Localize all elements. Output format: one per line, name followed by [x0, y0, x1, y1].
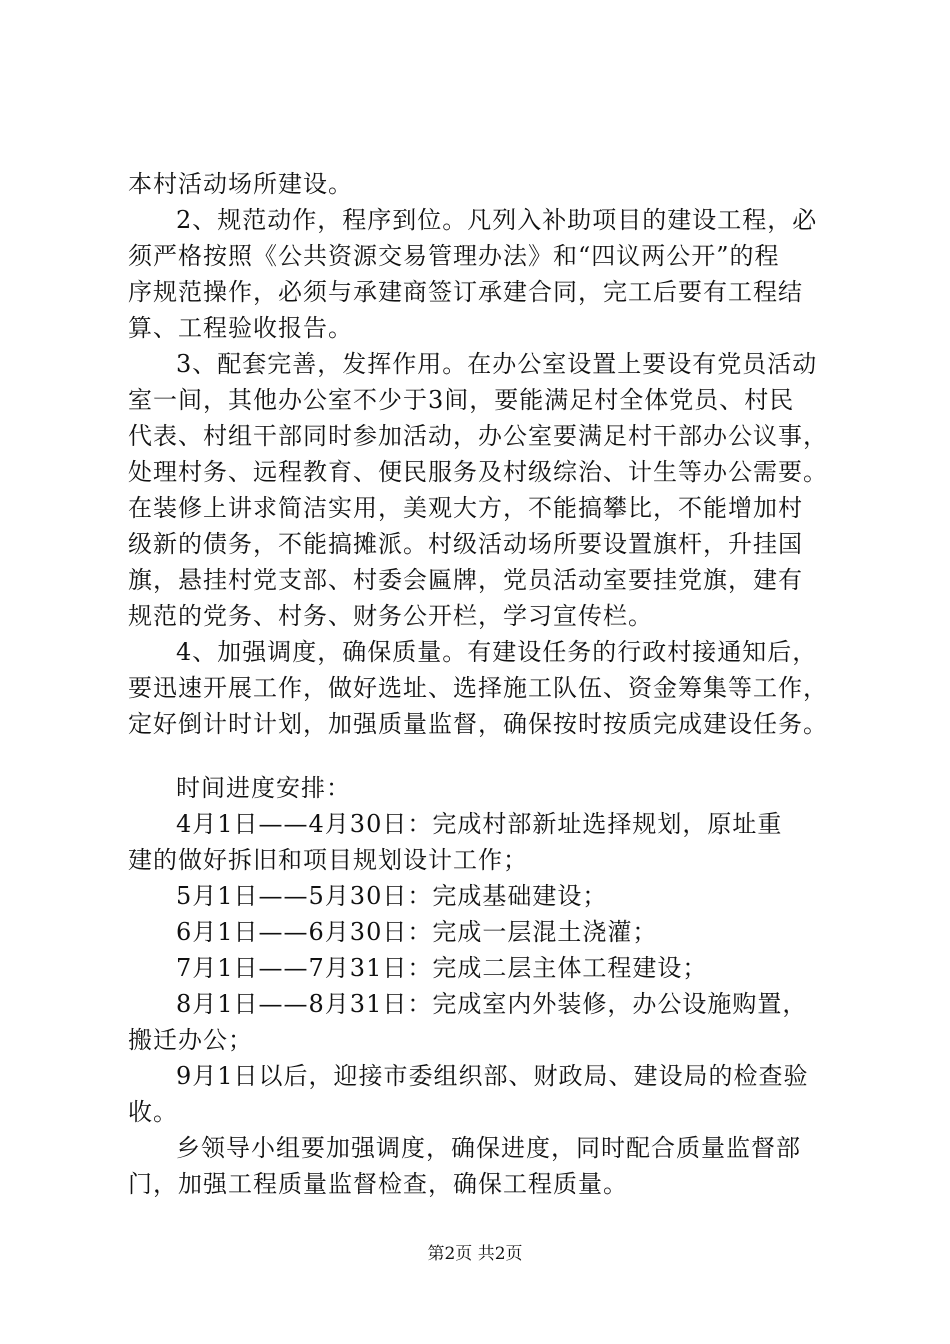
text-line: 4、加强调度，确保质量。有建设任务的行政村接通知后， — [176, 638, 818, 666]
text-line: 代表、村组干部同时参加活动，办公室要满足村干部办公议事， — [128, 422, 828, 450]
text-line: 收。 — [128, 1098, 178, 1126]
text-line: 8月1日——8月31日：完成室内外装修，办公设施购置， — [176, 990, 808, 1018]
page-footer: 第2页 共2页 — [427, 1244, 523, 1264]
schedule-heading: 时间进度安排： — [176, 774, 351, 802]
text-line: 须严格按照《公共资源交易管理办法》和“四议两公开”的程 — [128, 242, 780, 270]
text-line: 搬迁办公； — [128, 1026, 253, 1054]
text-line: 定好倒计时计划，加强质量监督，确保按时按质完成建设任务。 — [128, 710, 828, 738]
text-line: 4月1日——4月30日：完成村部新址选择规划，原址重 — [176, 810, 783, 838]
text-line: 门，加强工程质量监督检查，确保工程质量。 — [128, 1170, 628, 1198]
text-line: 3、配套完善，发挥作用。在办公室设置上要设有党员活动 — [176, 350, 818, 378]
text-line: 7月1日——7月31日：完成二层主体工程建设； — [176, 954, 708, 982]
text-line: 本村活动场所建设。 — [128, 170, 353, 198]
paragraph-gap — [128, 742, 848, 770]
text-line: 6月1日——6月30日：完成一层混土浇灌； — [176, 918, 658, 946]
text-line: 建的做好拆旧和项目规划设计工作； — [128, 846, 528, 874]
text-line: 级新的债务，不能搞摊派。村级活动场所要设置旗杆，升挂国 — [128, 530, 803, 558]
text-line: 算、工程验收报告。 — [128, 314, 353, 342]
text-line: 5月1日——5月30日：完成基础建设； — [176, 882, 608, 910]
text-line: 要迅速开展工作，做好选址、选择施工队伍、资金筹集等工作， — [128, 674, 828, 702]
text-line: 乡领导小组要加强调度，确保进度，同时配合质量监督部 — [176, 1134, 801, 1162]
text-line: 室一间，其他办公室不少于3间，要能满足村全体党员、村民 — [128, 386, 795, 414]
text-line: 在装修上讲求简洁实用，美观大方，不能搞攀比，不能增加村 — [128, 494, 803, 522]
text-line: 旗，悬挂村党支部、村委会匾牌，党员活动室要挂党旗，建有 — [128, 566, 803, 594]
text-line: 处理村务、远程教育、便民服务及村级综治、计生等办公需要。 — [128, 458, 828, 486]
text-line: 2、规范动作，程序到位。凡列入补助项目的建设工程，必 — [176, 206, 818, 234]
text-line: 规范的党务、村务、财务公开栏，学习宣传栏。 — [128, 602, 653, 630]
text-line: 9月1日以后，迎接市委组织部、财政局、建设局的检查验 — [176, 1062, 809, 1090]
text-line: 序规范操作，必须与承建商签订承建合同，完工后要有工程结 — [128, 278, 803, 306]
document-body — [128, 166, 848, 1202]
